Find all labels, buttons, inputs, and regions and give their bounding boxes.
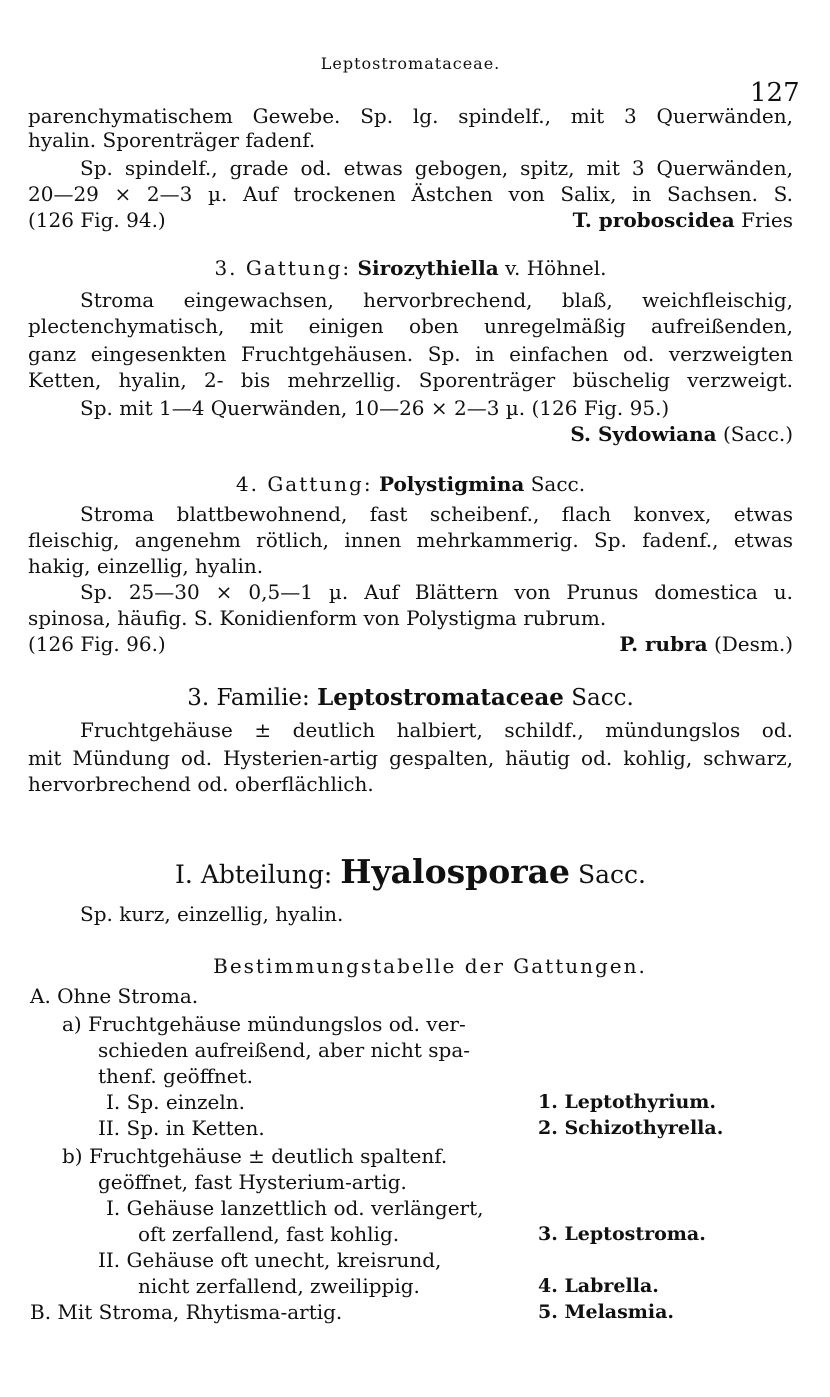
division-heading <box>28 852 793 891</box>
text-line: parenchymatischem Gewebe. Sp. lg. spindelf., mit 3 Querwänden, <box>28 104 793 128</box>
species-author: (Desm.) <box>713 632 793 656</box>
text-line: plectenchymatisch, mit einigen oben unregelmäßig aufreißenden, <box>28 314 793 338</box>
text-line: ganz eingesenkten Fruchtgehäusen. Sp. in einfachen od. verzweigten <box>28 342 793 366</box>
key-entry: II. Gehäuse oft unecht, kreisrund, <box>98 1248 442 1272</box>
key-entry: A. Ohne Stroma. <box>30 984 199 1008</box>
text-line: mit Mündung od. Hysterien-artig gespalten, häutig od. kohlig, schwarz, <box>28 746 793 770</box>
species-entry <box>619 632 793 656</box>
heading-prefix: 3. Familie: <box>187 685 310 711</box>
text-line: Ketten, hyalin, 2- bis mehrzellig. Sporenträger büschelig verzweigt. <box>28 368 793 392</box>
key-entry: geöffnet, fast Hysterium-artig. <box>98 1170 407 1194</box>
family-name: Leptostromataceae <box>317 684 564 711</box>
key-entry: schieden aufreißend, aber nicht spa- <box>98 1038 471 1062</box>
species-name: T. proboscidea <box>572 208 735 232</box>
species-author: (Sacc.) <box>723 422 793 446</box>
key-entry: II. Sp. in Ketten. <box>98 1116 265 1140</box>
key-result: 4. Labrella. <box>538 1275 659 1297</box>
species-entry <box>573 208 793 232</box>
key-result: 1. Leptothyrium. <box>538 1091 717 1113</box>
text-line: Sp. mit 1—4 Querwänden, 10—26 × 2—3 µ. (126 Fig. 95.) <box>80 396 670 420</box>
text-line: Fruchtgehäuse ± deutlich halbiert, schildf., mündungslos od. <box>80 718 793 742</box>
text-line: Sp. 25—30 × 0,5—1 µ. Auf Blättern von Prunus domestica u. <box>80 580 793 604</box>
text-line: hyalin. Sporenträger fadenf. <box>28 128 316 152</box>
page-number: 127 <box>750 78 800 108</box>
key-title: Bestimmungstabelle der Gattungen. <box>213 954 647 978</box>
key-entry: oft zerfallend, fast kohlig. <box>138 1222 400 1246</box>
genus-heading <box>28 472 793 496</box>
key-entry: b) Fruchtgehäuse ± deutlich spaltenf. <box>62 1144 448 1168</box>
text-line: Stroma eingewachsen, hervorbrechend, blaß, weichfleischig, <box>80 288 793 312</box>
species-name: S. Sydowiana <box>570 422 717 446</box>
genus-name: Polystigmina <box>378 472 525 496</box>
species-entry <box>28 422 793 446</box>
text-line: hervorbrechend od. oberflächlich. <box>28 772 374 796</box>
division-author: Sacc. <box>577 860 646 889</box>
text-line: Sp. kurz, einzellig, hyalin. <box>80 902 344 926</box>
division-name: Hyalosporae <box>340 852 571 891</box>
key-entry: a) Fruchtgehäuse mündungslos od. ver- <box>62 1012 466 1036</box>
key-result: 5. Melasmia. <box>538 1301 675 1323</box>
key-entry: nicht zerfallend, zweilippig. <box>138 1274 420 1298</box>
text-line: 20—29 × 2—3 µ. Auf trockenen Ästchen von Salix, in Sachsen. S. <box>28 182 793 206</box>
genus-author: Sacc. <box>530 472 586 496</box>
genus-author: v. Höhnel. <box>505 256 607 280</box>
species-author: Fries <box>741 208 793 232</box>
key-result: 3. Leptostroma. <box>538 1223 706 1245</box>
key-entry: I. Gehäuse lanzettlich od. verlängert, <box>106 1196 484 1220</box>
text-line <box>28 208 793 232</box>
genus-name: Sirozythiella <box>357 256 499 280</box>
key-entry: I. Sp. einzeln. <box>106 1090 245 1114</box>
key-result: 2. Schizothyrella. <box>538 1117 724 1139</box>
family-heading <box>28 684 793 712</box>
text-line <box>28 632 793 656</box>
figure-ref: (126 Fig. 96.) <box>28 632 166 656</box>
heading-prefix: I. Abteilung: <box>175 860 333 889</box>
running-title: Leptostromataceae. <box>320 54 501 73</box>
species-name: P. rubra <box>619 632 708 656</box>
figure-ref: (126 Fig. 94.) <box>28 208 166 232</box>
key-entry: B. Mit Stroma, Rhytisma-artig. <box>30 1300 343 1324</box>
genus-heading <box>28 256 793 280</box>
text-line: spinosa, häufig. S. Konidienform von Polystigma rubrum. <box>28 606 607 630</box>
key-entry: thenf. geöffnet. <box>98 1064 254 1088</box>
heading-prefix: 3. Gattung: <box>214 256 352 280</box>
text-line: fleischig, angenehm rötlich, innen mehrkammerig. Sp. fadenf., etwas <box>28 528 793 552</box>
text-line: Sp. spindelf., grade od. etwas gebogen, spitz, mit 3 Querwänden, <box>80 156 793 180</box>
family-author: Sacc. <box>571 685 634 711</box>
text-line: Stroma blattbewohnend, fast scheibenf., flach konvex, etwas <box>80 502 793 526</box>
text-line: hakig, einzellig, hyalin. <box>28 554 264 578</box>
heading-prefix: 4. Gattung: <box>235 472 373 496</box>
